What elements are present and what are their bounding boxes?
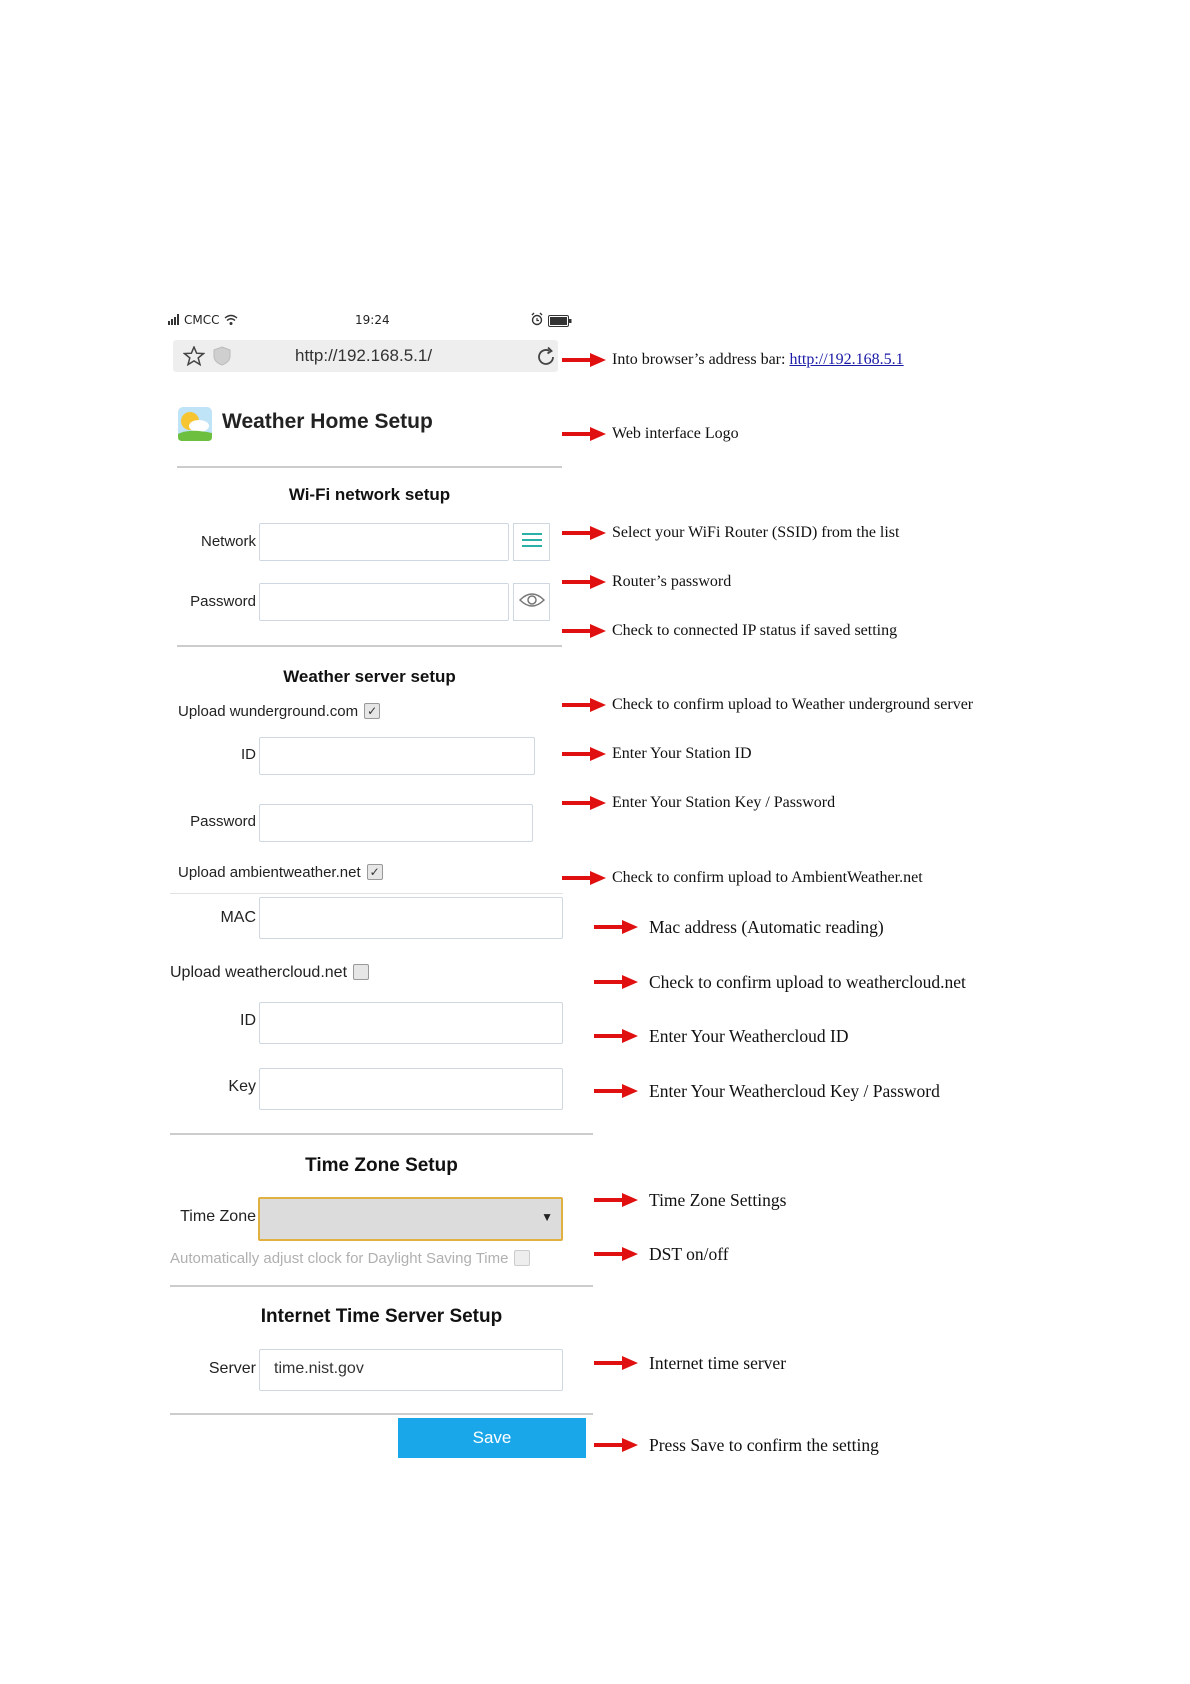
carrier-label: CMCC — [184, 313, 220, 327]
arrow-address — [562, 353, 606, 367]
eye-icon — [519, 591, 545, 614]
weathercloud-id-input[interactable] — [259, 1002, 563, 1044]
note-wc-confirm: Check to confirm upload to weathercloud.net — [649, 972, 966, 992]
divider — [170, 893, 563, 894]
weathercloud-checkbox-row[interactable] — [170, 964, 369, 982]
list-icon — [522, 532, 542, 553]
timezone-section-title: Time Zone Setup — [305, 1155, 458, 1176]
station-id-label: ID — [241, 746, 256, 763]
dropdown-caret-icon: ▼ — [541, 1210, 553, 1224]
wifi-section-title: Wi-Fi network setup — [288, 485, 451, 504]
arrow-tz — [594, 1193, 638, 1207]
mac-input[interactable] — [259, 897, 563, 939]
timezone-select[interactable] — [258, 1197, 563, 1241]
address-bar[interactable] — [173, 340, 558, 372]
star-icon[interactable] — [183, 346, 205, 371]
time-server-section-title: Internet Time Server Setup — [260, 1306, 503, 1327]
network-label: Network — [200, 533, 256, 550]
weathercloud-key-input[interactable] — [259, 1068, 563, 1110]
signal-icon — [168, 314, 182, 328]
wunderground-checkbox[interactable]: ✓ — [364, 703, 380, 719]
weathercloud-label: Upload weathercloud.net — [170, 964, 348, 981]
note-station-key: Enter Your Station Key / Password — [612, 794, 836, 811]
note-address: Into browser’s address bar: http://192.168.5.1 — [612, 351, 904, 368]
note-wc-key: Enter Your Weathercloud Key / Password — [649, 1081, 940, 1101]
note-tz: Time Zone Settings — [649, 1190, 787, 1210]
note-router-pw: Router’s password — [612, 573, 732, 590]
arrow-station-key — [562, 796, 606, 810]
weathercloud-checkbox[interactable] — [353, 964, 369, 980]
dst-label: Automatically adjust clock for Daylight Saving Time — [170, 1250, 509, 1267]
note-time-server: Internet time server — [649, 1353, 787, 1373]
note-mac: Mac address (Automatic reading) — [649, 917, 884, 937]
weathercloud-id-label: ID — [240, 1012, 256, 1029]
server-label: Server — [208, 1360, 256, 1377]
address-link[interactable]: http://192.168.5.1 — [789, 351, 904, 368]
note-station-id: Enter Your Station ID — [612, 745, 752, 762]
note-save: Press Save to confirm the setting — [649, 1435, 879, 1455]
clock-time: 19:24 — [355, 313, 390, 327]
note-ambient-confirm: Check to confirm upload to AmbientWeather.net — [612, 869, 923, 886]
arrow-wc-key — [594, 1084, 638, 1098]
battery-icon — [548, 314, 572, 332]
url-text[interactable]: http://192.168.5.1/ — [295, 346, 433, 365]
arrow-time-server — [594, 1356, 638, 1370]
note-logo: Web interface Logo — [612, 425, 739, 442]
note-ssid: Select your WiFi Router (SSID) from the list — [612, 524, 900, 541]
arrow-wu-confirm — [562, 698, 606, 712]
wifi-password-input[interactable] — [259, 583, 509, 621]
arrow-dst — [594, 1247, 638, 1261]
station-password-label: Password — [190, 813, 256, 830]
divider — [170, 1413, 593, 1415]
server-input[interactable]: time.nist.gov — [259, 1349, 563, 1391]
shield-icon — [213, 346, 231, 371]
arrow-logo — [562, 427, 606, 441]
show-password-button[interactable] — [513, 583, 550, 621]
arrow-save — [594, 1438, 638, 1452]
station-password-input[interactable] — [259, 804, 533, 842]
network-list-button[interactable] — [513, 523, 550, 561]
dst-checkbox[interactable] — [514, 1250, 530, 1266]
save-button[interactable]: Save — [398, 1418, 586, 1458]
ambient-label: Upload ambientweather.net — [178, 864, 361, 881]
note-dst: DST on/off — [649, 1244, 729, 1264]
arrow-router-pw — [562, 575, 606, 589]
arrow-ambient-confirm — [562, 871, 606, 885]
arrow-station-id — [562, 747, 606, 761]
divider — [170, 1285, 593, 1287]
divider — [170, 1133, 593, 1135]
arrow-mac — [594, 920, 638, 934]
ambient-checkbox-row[interactable] — [178, 864, 383, 881]
wifi-icon — [224, 313, 238, 331]
divider — [177, 645, 562, 647]
weather-logo-icon — [177, 406, 213, 442]
refresh-icon[interactable] — [535, 346, 557, 373]
arrow-wc-id — [594, 1029, 638, 1043]
divider — [177, 466, 562, 468]
station-id-input[interactable] — [259, 737, 535, 775]
arrow-ip-status — [562, 624, 606, 638]
wunderground-checkbox-row[interactable] — [178, 703, 380, 720]
ambient-checkbox[interactable]: ✓ — [367, 864, 383, 880]
arrow-ssid — [562, 526, 606, 540]
alarm-icon — [530, 312, 544, 331]
network-input[interactable] — [259, 523, 509, 561]
page-title: Weather Home Setup — [222, 410, 433, 433]
note-ip-status: Check to connected IP status if saved setting — [612, 622, 898, 639]
timezone-label: Time Zone — [180, 1208, 256, 1225]
arrow-wc-confirm — [594, 975, 638, 989]
wifi-password-label: Password — [190, 593, 256, 610]
wunderground-label: Upload wunderground.com — [178, 703, 359, 720]
dst-checkbox-row[interactable] — [170, 1250, 530, 1267]
weather-server-section-title: Weather server setup — [283, 667, 456, 686]
note-wc-id: Enter Your Weathercloud ID — [649, 1026, 849, 1046]
note-wu-confirm: Check to confirm upload to Weather underground server — [612, 696, 974, 713]
mac-label: MAC — [220, 909, 256, 926]
weathercloud-key-label: Key — [228, 1078, 256, 1095]
